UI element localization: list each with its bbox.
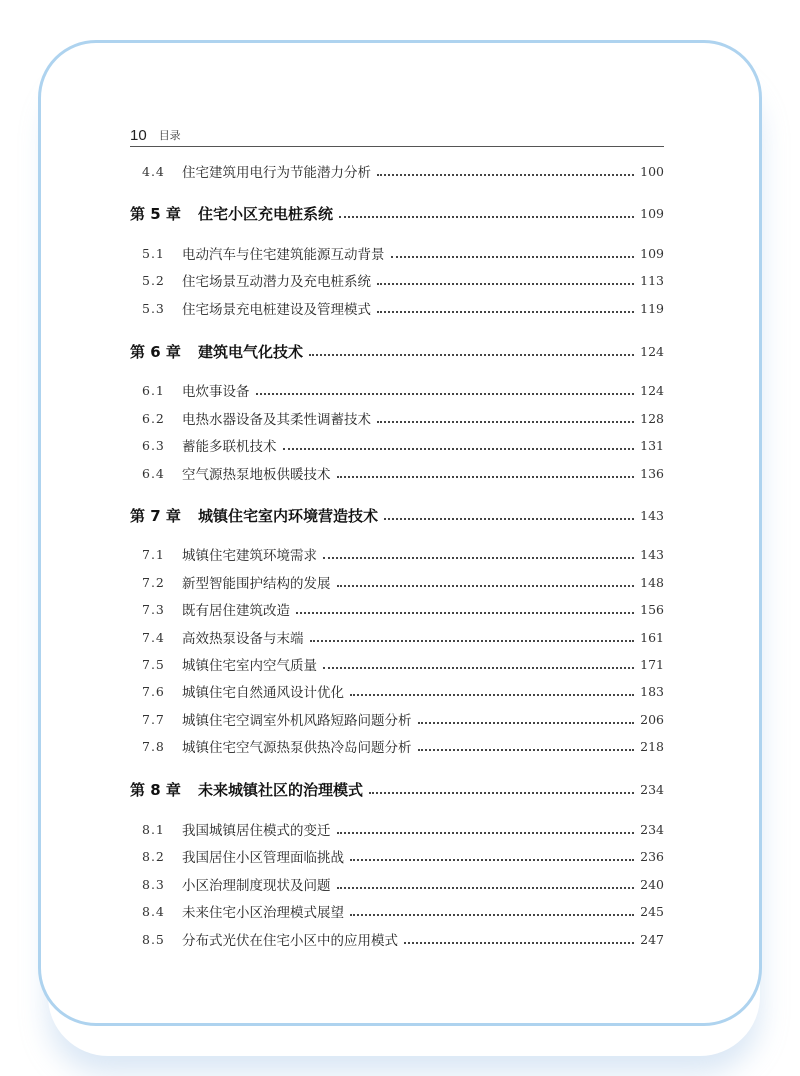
section-number: 8.5 xyxy=(142,931,165,947)
section-number: 6.4 xyxy=(142,465,165,481)
page-ref: 245 xyxy=(640,903,664,919)
toc-section-row[interactable] xyxy=(130,680,664,702)
dot-leader xyxy=(323,555,634,559)
section-number: 8.1 xyxy=(142,821,165,837)
page-ref: 161 xyxy=(640,629,664,645)
chapter-number: 第 6 章 xyxy=(130,342,181,361)
toc-chapter-row[interactable] xyxy=(130,504,664,526)
dot-leader xyxy=(296,610,634,614)
toc-section-row[interactable] xyxy=(130,571,664,593)
dot-leader xyxy=(310,638,635,642)
toc-section-row[interactable] xyxy=(130,297,664,319)
section-number: 5.2 xyxy=(142,272,165,288)
chapter-title: 城镇住宅室内环境营造技术 xyxy=(198,506,379,525)
section-title: 住宅场景互动潜力及充电桩系统 xyxy=(182,274,371,290)
section-number: 8.2 xyxy=(142,848,165,864)
page-ref: 148 xyxy=(640,574,664,590)
chapter-title: 未来城镇社区的治理模式 xyxy=(198,780,364,799)
section-title: 未来住宅小区治理模式展望 xyxy=(182,905,344,921)
page-ref: 143 xyxy=(640,546,664,562)
dot-leader xyxy=(309,352,634,356)
toc-section-row[interactable] xyxy=(130,434,664,456)
toc-section-row[interactable] xyxy=(130,407,664,429)
toc-chapter-row[interactable] xyxy=(130,340,664,362)
dot-leader xyxy=(377,309,634,313)
page-ref: 100 xyxy=(640,163,664,179)
section-number: 5.1 xyxy=(142,245,165,261)
page-ref: 206 xyxy=(640,711,664,727)
section-title: 电动汽车与住宅建筑能源互动背景 xyxy=(182,247,385,263)
section-number: 4.4 xyxy=(142,163,165,179)
page-ref: 171 xyxy=(640,656,664,672)
page-ref: 136 xyxy=(640,465,664,481)
section-number: 7.8 xyxy=(142,738,165,754)
toc-section-row[interactable] xyxy=(130,873,664,895)
toc-section-row[interactable] xyxy=(130,708,664,730)
page-ref: 156 xyxy=(640,601,664,617)
dot-leader xyxy=(377,419,634,423)
dot-leader xyxy=(418,720,635,724)
toc-section-row[interactable] xyxy=(130,543,664,565)
page-ref: 234 xyxy=(640,781,664,797)
dot-leader xyxy=(337,830,635,834)
dot-leader xyxy=(391,254,635,258)
section-title: 空气源热泵地板供暖技术 xyxy=(182,467,331,483)
page-ref: 236 xyxy=(640,848,664,864)
chapter-title: 住宅小区充电桩系统 xyxy=(198,204,334,223)
dot-leader xyxy=(339,214,634,218)
page-ref: 234 xyxy=(640,821,664,837)
page-ref: 109 xyxy=(640,245,664,261)
section-number: 8.4 xyxy=(142,903,165,919)
section-title: 住宅场景充电桩建设及管理模式 xyxy=(182,302,371,318)
chapter-number: 第 7 章 xyxy=(130,506,181,525)
page-header xyxy=(130,122,664,147)
page-ref: 128 xyxy=(640,410,664,426)
toc-section-row[interactable] xyxy=(130,160,664,182)
page-ref: 124 xyxy=(640,343,664,359)
dot-leader xyxy=(377,172,634,176)
toc-section-row[interactable] xyxy=(130,845,664,867)
toc-section-row[interactable] xyxy=(130,653,664,675)
section-number: 7.6 xyxy=(142,683,165,699)
dot-leader xyxy=(337,583,635,587)
page-ref: 124 xyxy=(640,382,664,398)
section-title: 电热水器设备及其柔性调蓄技术 xyxy=(182,412,371,428)
section-number: 7.5 xyxy=(142,656,165,672)
dot-leader xyxy=(369,790,634,794)
section-number: 7.4 xyxy=(142,629,165,645)
section-title: 既有居住建筑改造 xyxy=(182,603,290,619)
page-ref: 240 xyxy=(640,876,664,892)
section-title: 城镇住宅空气源热泵供热冷岛问题分析 xyxy=(182,740,412,756)
dot-leader xyxy=(350,857,634,861)
header-title: 目录 xyxy=(158,129,181,142)
section-title: 蓄能多联机技术 xyxy=(182,439,277,455)
page-ref: 218 xyxy=(640,738,664,754)
toc-section-row[interactable] xyxy=(130,900,664,922)
toc-section-row[interactable] xyxy=(130,818,664,840)
dot-leader xyxy=(384,516,634,520)
section-title: 高效热泵设备与末端 xyxy=(182,631,304,647)
chapter-title: 建筑电气化技术 xyxy=(198,342,304,361)
chapter-number: 第 8 章 xyxy=(130,780,181,799)
section-title: 分布式光伏在住宅小区中的应用模式 xyxy=(182,933,398,949)
section-title: 新型智能围护结构的发展 xyxy=(182,576,331,592)
page-ref: 143 xyxy=(640,507,664,523)
dot-leader xyxy=(323,665,634,669)
section-number: 5.3 xyxy=(142,300,165,316)
page-number: 10 xyxy=(130,127,147,144)
toc-section-row[interactable] xyxy=(130,379,664,401)
toc-section-row[interactable] xyxy=(130,242,664,264)
section-title: 住宅建筑用电行为节能潜力分析 xyxy=(182,165,371,181)
dot-leader xyxy=(404,940,634,944)
page-ref: 109 xyxy=(640,205,664,221)
toc-section-row[interactable] xyxy=(130,928,664,950)
section-title: 城镇住宅室内空气质量 xyxy=(182,658,317,674)
section-number: 7.7 xyxy=(142,711,165,727)
dot-leader xyxy=(283,446,635,450)
toc-section-row[interactable] xyxy=(130,462,664,484)
dot-leader xyxy=(350,912,634,916)
dot-leader xyxy=(418,747,635,751)
section-title: 小区治理制度现状及问题 xyxy=(182,878,331,894)
toc-section-row[interactable] xyxy=(130,598,664,620)
section-number: 7.2 xyxy=(142,574,165,590)
section-number: 8.3 xyxy=(142,876,165,892)
page-ref: 113 xyxy=(640,272,664,288)
section-title: 我国居住小区管理面临挑战 xyxy=(182,850,344,866)
section-title: 城镇住宅空调室外机风路短路问题分析 xyxy=(182,713,412,729)
section-number: 6.1 xyxy=(142,382,165,398)
page-ref: 183 xyxy=(640,683,664,699)
section-title: 城镇住宅自然通风设计优化 xyxy=(182,685,344,701)
section-title: 电炊事设备 xyxy=(182,384,250,400)
section-number: 7.1 xyxy=(142,546,165,562)
toc-page xyxy=(130,122,664,949)
dot-leader xyxy=(337,885,635,889)
toc-section-row[interactable] xyxy=(130,735,664,757)
dot-leader xyxy=(377,281,634,285)
dot-leader xyxy=(256,391,635,395)
section-number: 6.2 xyxy=(142,410,165,426)
toc-section-row[interactable] xyxy=(130,269,664,291)
toc-chapter-row[interactable] xyxy=(130,202,664,224)
page-ref: 131 xyxy=(640,437,664,453)
dot-leader xyxy=(350,692,634,696)
chapter-number: 第 5 章 xyxy=(130,204,181,223)
page-ref: 247 xyxy=(640,931,664,947)
page-ref: 119 xyxy=(640,300,664,316)
section-number: 7.3 xyxy=(142,601,165,617)
section-title: 城镇住宅建筑环境需求 xyxy=(182,548,317,564)
toc-chapter-row[interactable] xyxy=(130,778,664,800)
toc-section-row[interactable] xyxy=(130,626,664,648)
section-title: 我国城镇居住模式的变迁 xyxy=(182,823,331,839)
section-number: 6.3 xyxy=(142,437,165,453)
dot-leader xyxy=(337,474,635,478)
